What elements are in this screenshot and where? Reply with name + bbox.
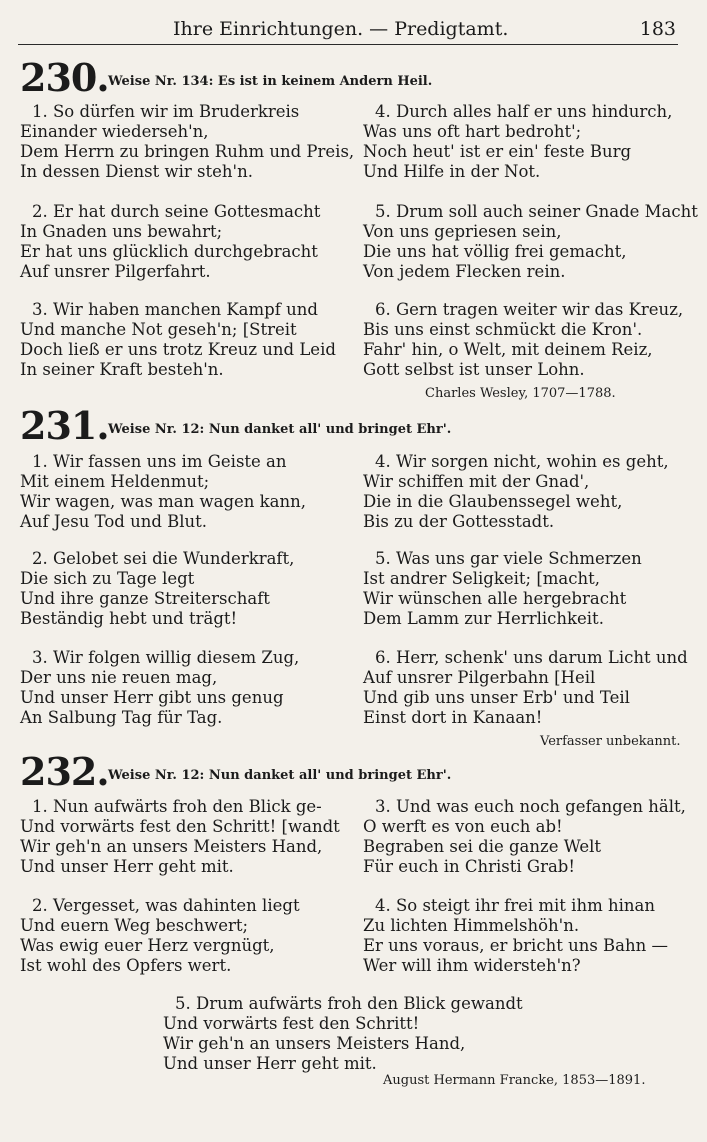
verse-line: Wir geh'n an unsers Meisters Hand, — [163, 1034, 466, 1053]
verse-line: Was ewig euer Herz vergnügt, — [20, 936, 275, 955]
stanza — [163, 994, 523, 1074]
verse-line: Er uns voraus, er bricht uns Bahn — — [363, 936, 669, 955]
stanza — [20, 896, 300, 976]
verse-line: Und vorwärts fest den Schritt! [wandt — [20, 817, 340, 836]
verse-line: 3. Wir folgen willig diesem Zug, — [32, 648, 300, 667]
verse-line: Bis uns einst schmückt die Kron'. — [363, 320, 643, 339]
verse-line: 4. Wir sorgen nicht, wohin es geht, — [375, 452, 669, 471]
verse-line: An Salbung Tag für Tag. — [20, 708, 223, 727]
verse-line: Mit einem Heldenmut; — [20, 472, 210, 491]
verse-line: 1. Wir fassen uns im Geiste an — [32, 452, 287, 471]
verse-line: Von jedem Flecken rein. — [363, 262, 566, 281]
verse-line: 6. Gern tragen weiter wir das Kreuz, — [375, 300, 684, 319]
author-attribution: Charles Wesley, 1707—1788. — [425, 386, 616, 401]
author-attribution: Verfasser unbekannt. — [540, 734, 681, 749]
verse-line: 1. Nun aufwärts froh den Blick ge- — [32, 797, 322, 816]
verse-line: Wir geh'n an unsers Meisters Hand, — [20, 837, 323, 856]
verse-line: 5. Drum soll auch seiner Gnade Macht — [375, 202, 698, 221]
verse-line: 2. Er hat durch seine Gottesmacht — [32, 202, 321, 221]
verse-line: Zu lichten Himmelshöh'n. — [363, 916, 580, 935]
stanza — [20, 202, 320, 282]
verse-line: Und euern Weg beschwert; — [20, 916, 249, 935]
stanza — [363, 797, 686, 877]
verse-line: 4. So steigt ihr frei mit ihm hinan — [375, 896, 655, 915]
verse-line: 5. Drum aufwärts froh den Blick gewandt — [175, 994, 523, 1013]
hymn-number: 232. — [20, 749, 109, 794]
running-header — [18, 16, 678, 45]
stanza — [363, 202, 698, 282]
verse-line: Dem Herrn zu bringen Ruhm und Preis, — [20, 142, 355, 161]
verse-line: Doch ließ er uns trotz Kreuz und Leid — [20, 340, 336, 359]
stanza — [20, 648, 299, 728]
verse-line: O werft es von euch ab! — [363, 817, 563, 836]
stanza — [20, 300, 336, 380]
verse-line: 5. Was uns gar viele Schmerzen — [375, 549, 642, 568]
stanza — [20, 452, 306, 532]
verse-line: Und vorwärts fest den Schritt! — [163, 1014, 420, 1033]
verse-line: Und manche Not geseh'n; [Streit — [20, 320, 297, 339]
verse-line: 3. Und was euch noch gefangen hält, — [375, 797, 686, 816]
stanza — [363, 896, 668, 976]
verse-line: Ist andrer Seligkeit; [macht, — [363, 569, 600, 588]
verse-line: Und unser Herr geht mit. — [163, 1054, 377, 1073]
tune-reference: Weise Nr. 134: Es ist in keinem Andern Heil. — [108, 74, 433, 89]
verse-line: 2. Gelobet sei die Wunderkraft, — [32, 549, 295, 568]
verse-line: Ist wohl des Opfers wert. — [20, 956, 232, 975]
verse-line: 2. Vergesset, was dahinten liegt — [32, 896, 300, 915]
hymn-number: 230. — [20, 55, 109, 100]
verse-line: In dessen Dienst wir steh'n. — [20, 162, 253, 181]
verse-line: Fahr' hin, o Welt, mit deinem Reiz, — [363, 340, 653, 359]
verse-line: Wir schiffen mit der Gnad', — [363, 472, 590, 491]
author-attribution: August Hermann Francke, 1853—1891. — [383, 1073, 646, 1088]
stanza — [20, 549, 294, 629]
verse-line: Einander wiederseh'n, — [20, 122, 209, 141]
verse-line: Die sich zu Tage legt — [20, 569, 195, 588]
verse-line: Dem Lamm zur Herrlichkeit. — [363, 609, 604, 628]
verse-line: In Gnaden uns bewahrt; — [20, 222, 223, 241]
verse-line: In seiner Kraft besteh'n. — [20, 360, 224, 379]
verse-line: 4. Durch alles half er uns hindurch, — [375, 102, 673, 121]
stanza — [363, 549, 642, 629]
verse-line: Bis zu der Gottesstadt. — [363, 512, 555, 531]
verse-line: Die in die Glaubenssegel weht, — [363, 492, 623, 511]
verse-line: Für euch in Christi Grab! — [363, 857, 575, 876]
verse-line: Auf unsrer Pilgerbahn [Heil — [363, 668, 596, 687]
section-title: Ihre Einrichtungen. — Predigtamt. — [173, 18, 509, 40]
verse-line: Von uns gepriesen sein, — [363, 222, 562, 241]
verse-line: Einst dort in Kanaan! — [363, 708, 543, 727]
tune-reference: Weise Nr. 12: Nun danket all' und bringet Ehr'. — [108, 768, 452, 783]
verse-line: Die uns hat völlig frei gemacht, — [363, 242, 627, 261]
verse-line: Der uns nie reuen mag, — [20, 668, 218, 687]
verse-line: Gott selbst ist unser Lohn. — [363, 360, 585, 379]
verse-line: Wer will ihm widersteh'n? — [363, 956, 581, 975]
verse-line: Und Hilfe in der Not. — [363, 162, 541, 181]
verse-line: Beständig hebt und trägt! — [20, 609, 238, 628]
stanza — [20, 797, 340, 877]
verse-line: Und gib uns unser Erb' und Teil — [363, 688, 630, 707]
hymn-number: 231. — [20, 403, 109, 448]
verse-line: 1. So dürfen wir im Bruderkreis — [32, 102, 300, 121]
page-number: 183 — [639, 18, 676, 40]
verse-line: Begraben sei die ganze Welt — [363, 837, 601, 856]
verse-line: 6. Herr, schenk' uns darum Licht und — [375, 648, 688, 667]
verse-line: Und unser Herr gibt uns genug — [20, 688, 284, 707]
verse-line: Noch heut' ist er ein' feste Burg — [363, 142, 632, 161]
verse-line: Und unser Herr geht mit. — [20, 857, 234, 876]
stanza — [363, 300, 683, 380]
verse-line: Wir wünschen alle hergebracht — [363, 589, 627, 608]
verse-line: Was uns oft hart bedroht'; — [363, 122, 582, 141]
verse-line: Er hat uns glücklich durchgebracht — [20, 242, 318, 261]
stanza — [363, 452, 669, 532]
tune-reference: Weise Nr. 12: Nun danket all' und bringet Ehr'. — [108, 422, 452, 437]
verse-line: Und ihre ganze Streiterschaft — [20, 589, 270, 608]
verse-line: Wir wagen, was man wagen kann, — [20, 492, 307, 511]
verse-line: Auf Jesu Tod und Blut. — [20, 512, 208, 531]
verse-line: Auf unsrer Pilgerfahrt. — [20, 262, 211, 281]
stanza — [363, 102, 672, 182]
stanza — [363, 648, 688, 728]
verse-line: 3. Wir haben manchen Kampf und — [32, 300, 318, 319]
stanza — [20, 102, 354, 182]
